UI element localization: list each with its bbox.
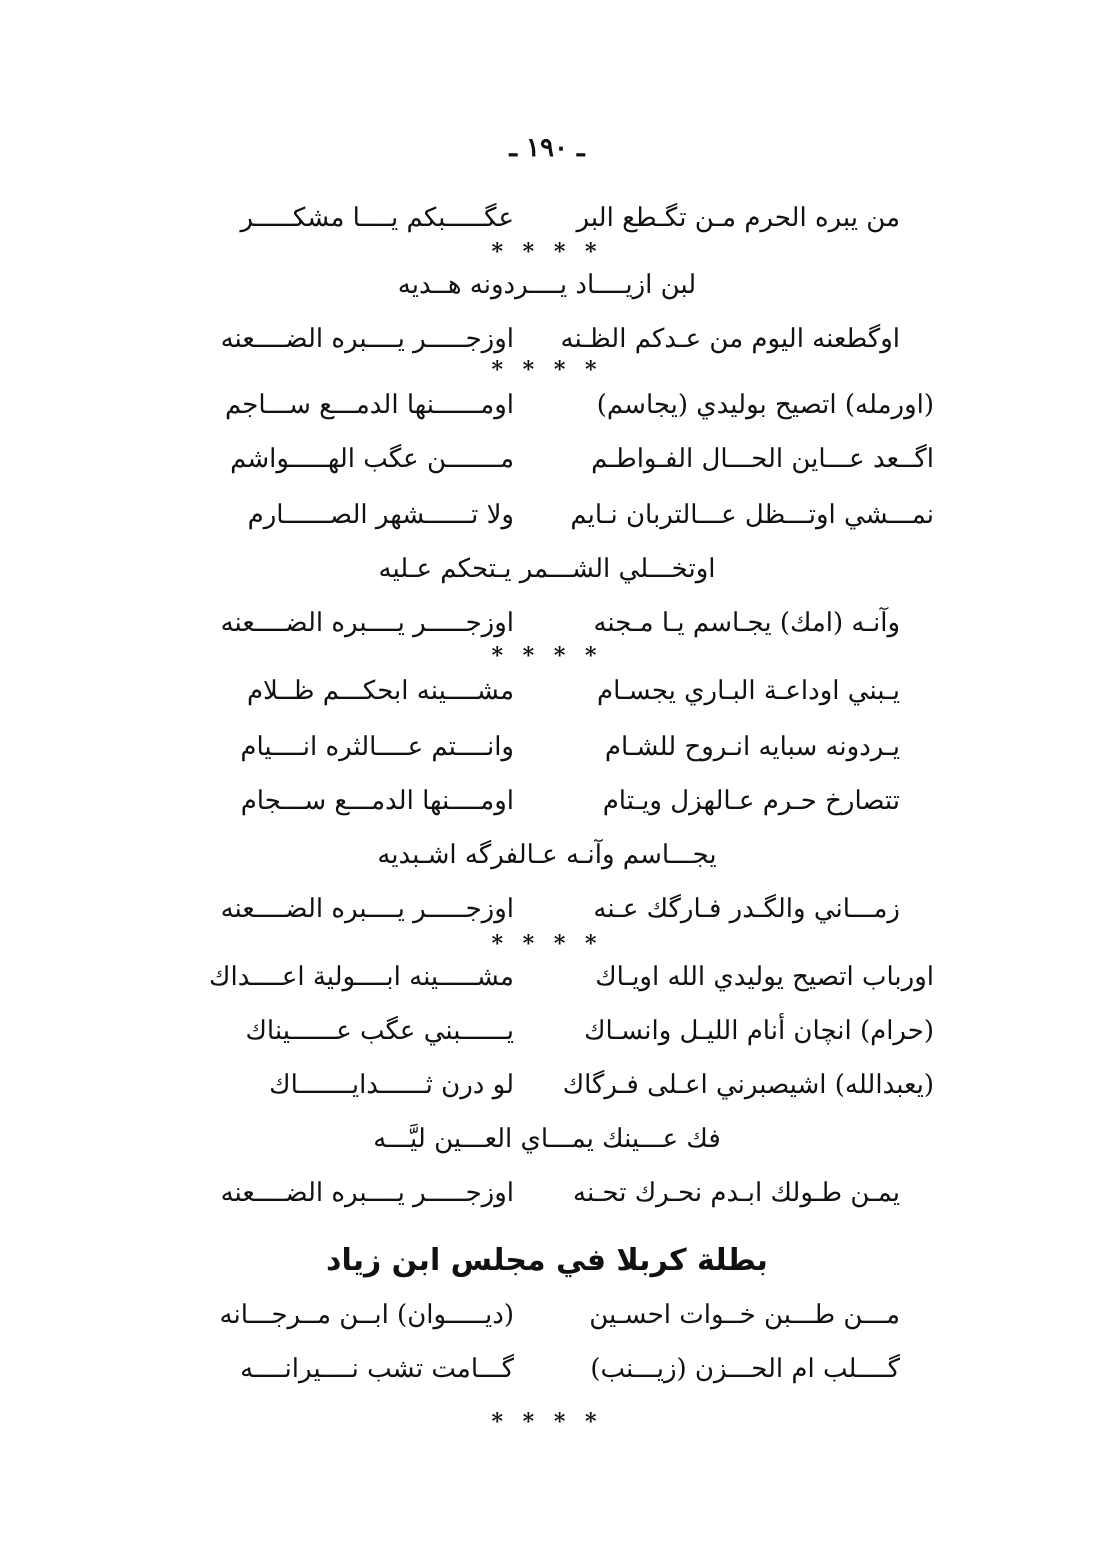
verse-line bbox=[0, 195, 1094, 241]
verse-second-hemistich: يــــــبني عگب عــــــيناك bbox=[245, 1016, 514, 1046]
verse-second-hemistich: اوزجـــــر يــــبره الضــــعنه bbox=[220, 324, 514, 354]
verse-second-hemistich: اوزجـــــر يــــبره الضــــعنه bbox=[220, 1178, 514, 1208]
section-title: بطلة كربلا في مجلس ابن زياد bbox=[326, 1243, 768, 1278]
stars-separator: * * * * bbox=[491, 357, 603, 383]
verse-line bbox=[0, 600, 1094, 646]
verse-line bbox=[0, 886, 1094, 932]
verse-line bbox=[0, 1170, 1094, 1216]
verse-second-hemistich: عگـــــبكم يــــا مشكـــــر bbox=[240, 203, 514, 233]
verse-line bbox=[0, 436, 1094, 482]
refrain-line: لبن ازيــــاد يــــردونه هــديه bbox=[397, 270, 697, 300]
verse-first-hemistich: يمـن طـولك ابـدم نحـرك تحـنه bbox=[573, 1178, 900, 1208]
verse-second-hemistich: مشـــــينه ابــــولية اعــــداك bbox=[209, 962, 514, 992]
verse-first-hemistich: يـردونه سبايه انـروح للشـام bbox=[604, 732, 900, 762]
verse-first-hemistich: اورباب اتصيح يوليدي الله اويـاك bbox=[595, 962, 934, 992]
verse-first-hemistich: (حرام) انچان أنام الليـل وانسـاك bbox=[584, 1016, 934, 1046]
refrain-line: اوتخـــلي الشـــمر يـتحكم عـليه bbox=[378, 554, 716, 584]
verse-line bbox=[0, 316, 1094, 362]
stars-separator: * * * * bbox=[491, 239, 603, 265]
verse-first-hemistich: نمـــشي اوتـــظل عـــالتربان نـايم bbox=[570, 500, 934, 530]
verse-second-hemistich: وانــــتم عــــالثره انــــيام bbox=[240, 732, 514, 762]
verse-line bbox=[0, 492, 1094, 538]
verse-first-hemistich: (اورمله) اتصيح بوليدي (يجاسم) bbox=[596, 390, 934, 420]
verse-second-hemistich: اومــــــنها الدمـــع ســـاجم bbox=[224, 390, 514, 420]
verse-first-hemistich: گــــلب ام الحـــزن (زيـــنب) bbox=[590, 1354, 900, 1384]
verse-line bbox=[0, 954, 1094, 1000]
verse-line bbox=[0, 724, 1094, 770]
verse-line bbox=[0, 1062, 1094, 1108]
verse-line bbox=[0, 382, 1094, 428]
verse-second-hemistich: اوزجـــــر يــــبره الضــــعنه bbox=[220, 608, 514, 638]
verse-second-hemistich: مـــــــن عگب الهـــــواشم bbox=[230, 444, 514, 474]
page-number: ـ ١٩٠ ـ bbox=[509, 133, 585, 163]
verse-second-hemistich: لو درن ثــــــدايـــــــاك bbox=[269, 1070, 514, 1100]
verse-line bbox=[0, 668, 1094, 714]
verse-line bbox=[0, 1008, 1094, 1054]
verse-first-hemistich: تتصارخ حـرم عـالهزل ويـتام bbox=[602, 786, 900, 816]
verse-line bbox=[0, 778, 1094, 824]
stars-separator: * * * * bbox=[491, 1409, 603, 1435]
verse-first-hemistich: وآنـه (امك) يجـاسم يـا مـجنه bbox=[593, 608, 900, 638]
verse-second-hemistich: گـــامت تشب نــــيرانــــه bbox=[240, 1354, 514, 1384]
verse-first-hemistich: اوگطعنه اليوم من عـدكم الظـنه bbox=[560, 324, 900, 354]
verse-second-hemistich: (ديـــــوان) ابــن مــرجـــانه bbox=[219, 1300, 514, 1330]
verse-second-hemistich: ولا تــــــشهر الصــــــارم bbox=[247, 500, 514, 530]
verse-first-hemistich: (يعبدالله) اشيصبرني اعـلى فـرگاك bbox=[562, 1070, 934, 1100]
refrain-line: يجـــاسم وآنـه عـالفرگه اشـبديه bbox=[377, 840, 717, 870]
verse-first-hemistich: من يبره الحرم مـن تگـطع البر bbox=[576, 203, 900, 233]
verse-first-hemistich: اگــعد عـــاين الحـــال الفـواطـم bbox=[591, 444, 934, 474]
verse-first-hemistich: مـــن طـــبن خــوات احسـين bbox=[589, 1300, 900, 1330]
verse-second-hemistich: اومــــنها الدمـــع ســـجام bbox=[240, 786, 514, 816]
verse-second-hemistich: اوزجـــــر يــــبره الضــــعنه bbox=[220, 894, 514, 924]
verse-line bbox=[0, 1346, 1094, 1392]
verse-first-hemistich: يـبني اوداعـة البـاري يجسـام bbox=[597, 676, 900, 706]
verse-second-hemistich: مشــــينه ابحكـــم ظــلام bbox=[246, 676, 514, 706]
verse-first-hemistich: زمـــاني والگـدر فـارگك عـنه bbox=[593, 894, 900, 924]
verse-line bbox=[0, 1292, 1094, 1338]
refrain-line: فك عـــينك يمـــاي العـــين ليَّـــه bbox=[373, 1124, 721, 1154]
stars-separator: * * * * bbox=[491, 931, 603, 957]
stars-separator: * * * * bbox=[491, 643, 603, 669]
